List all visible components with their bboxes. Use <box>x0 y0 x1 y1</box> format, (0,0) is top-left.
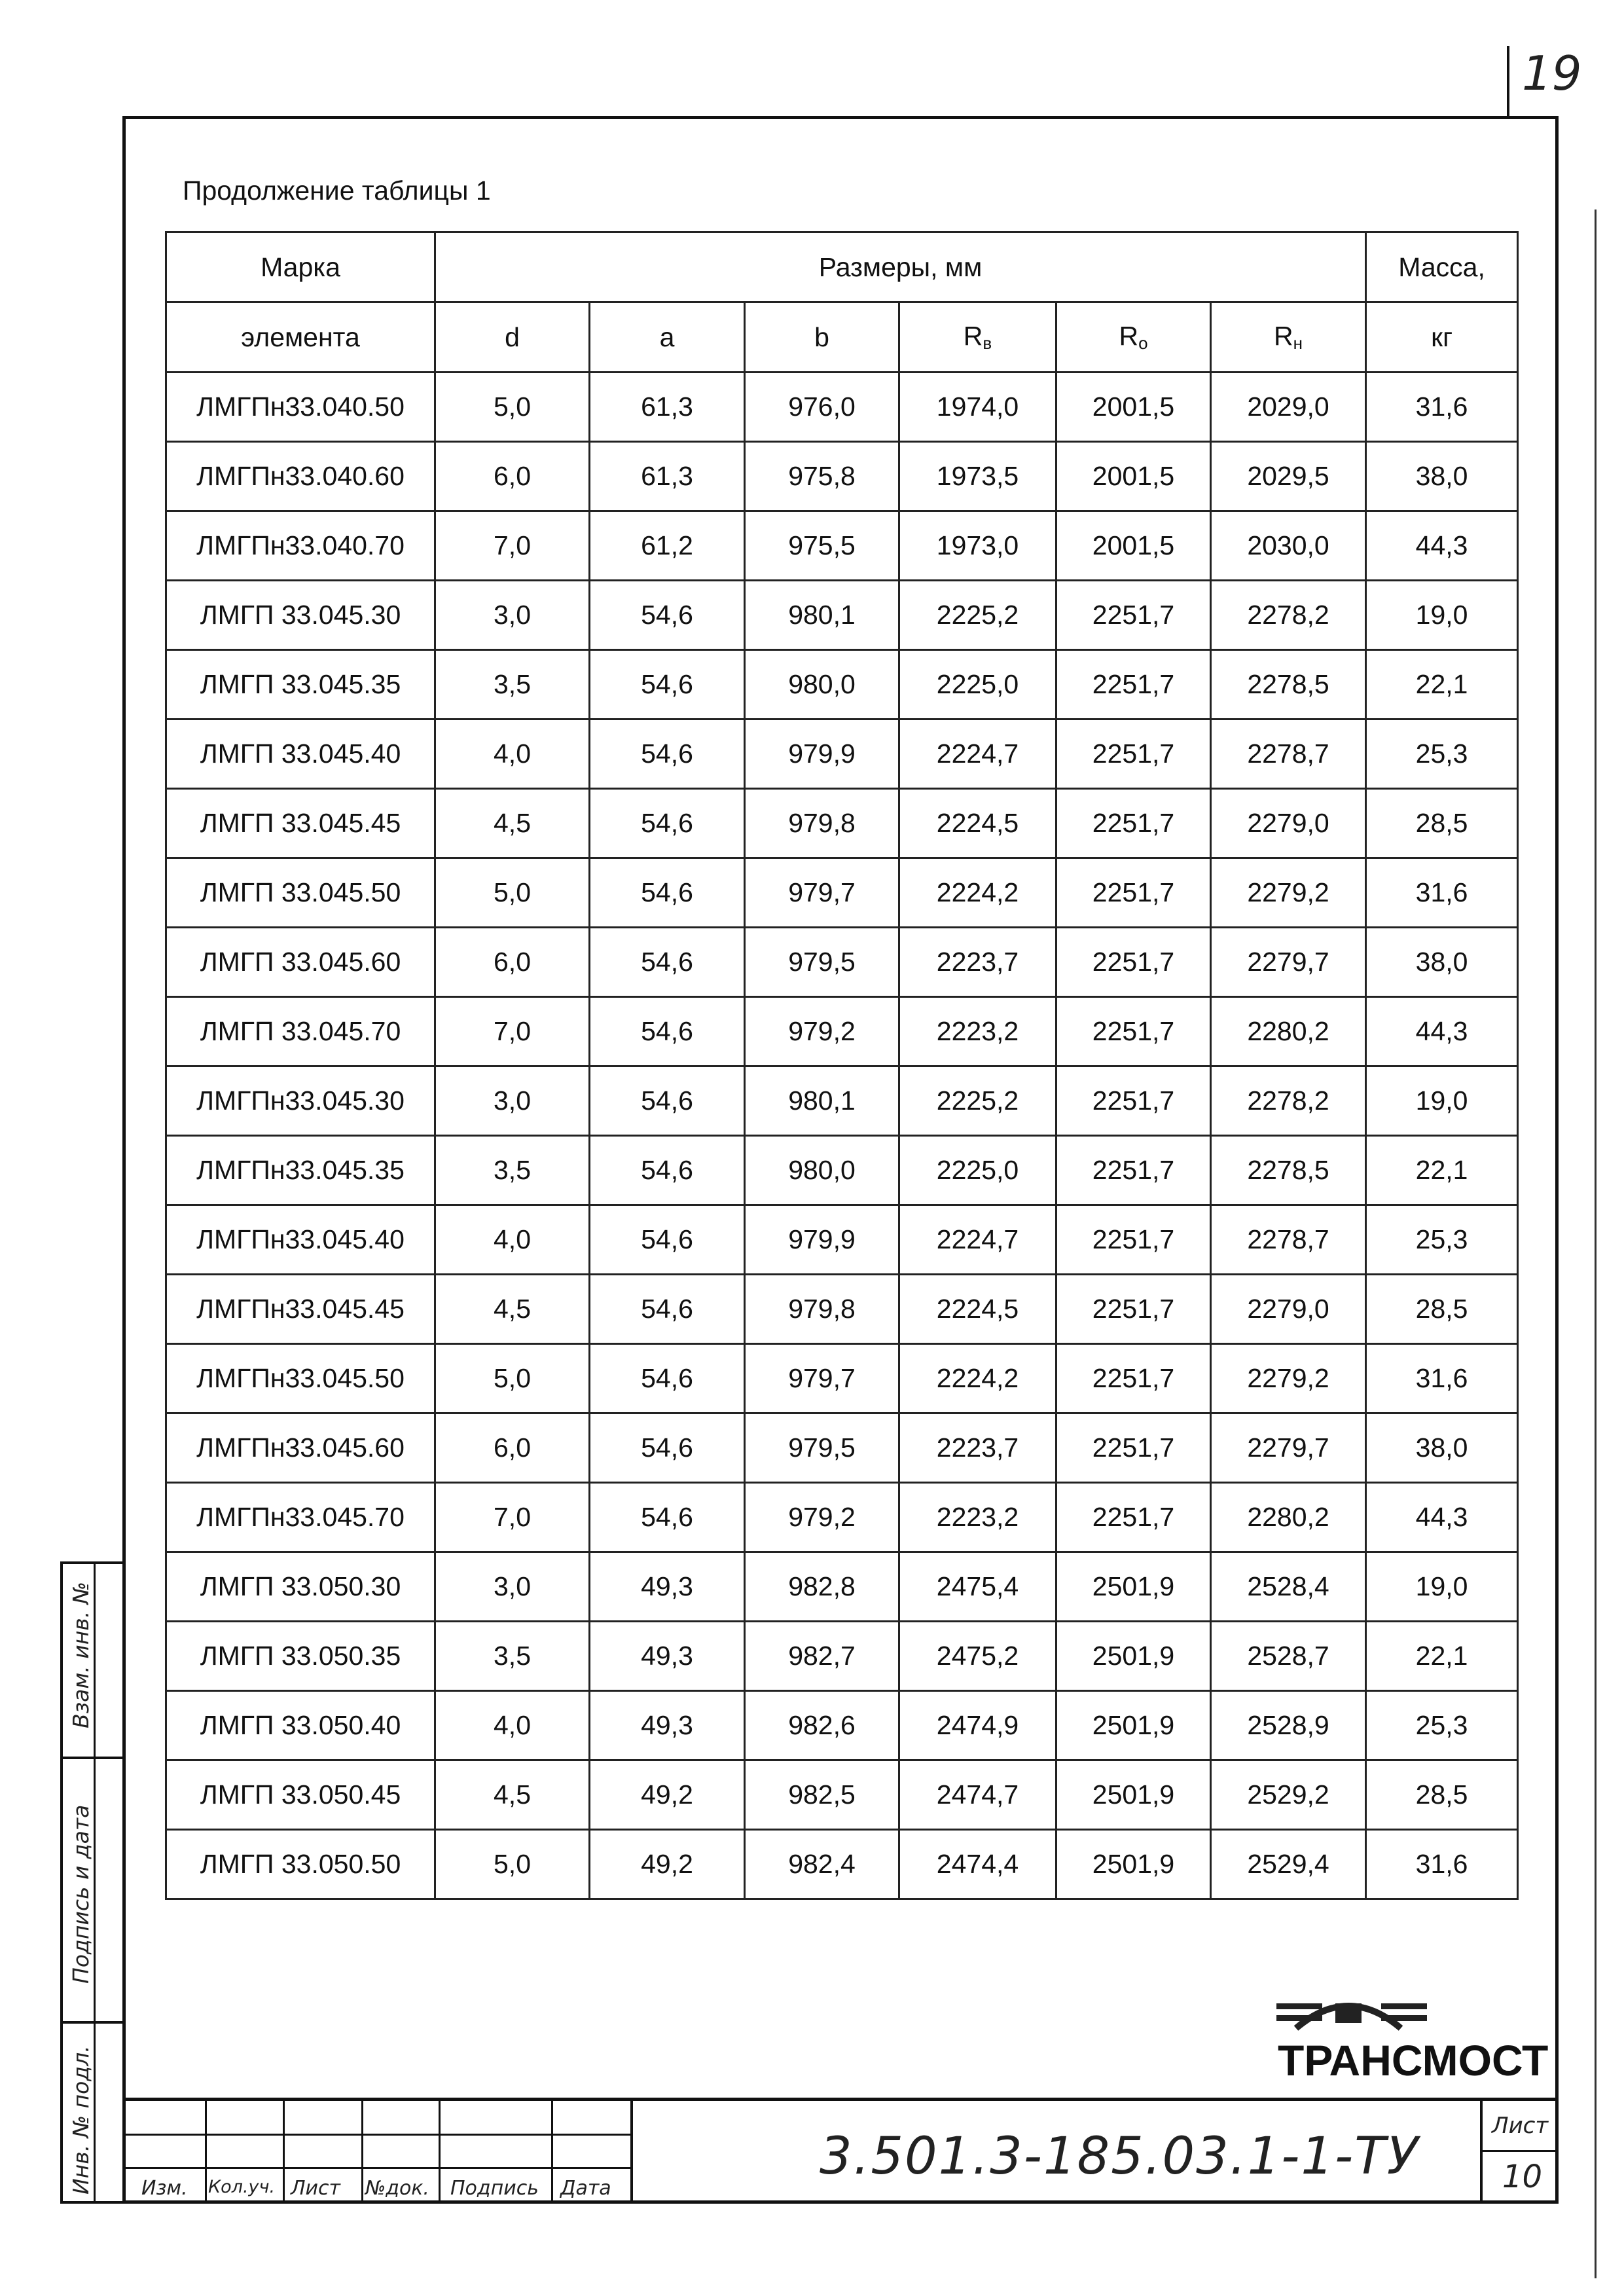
header-kg: кг <box>1366 302 1518 373</box>
table-cell: 4,0 <box>435 1691 590 1760</box>
table-row <box>166 1344 1518 1413</box>
table-cell: 3,5 <box>435 1622 590 1691</box>
table-cell: 2223,7 <box>899 928 1056 997</box>
table-cell: 54,6 <box>590 1066 745 1136</box>
table-row <box>166 1622 1518 1691</box>
label-change: Изм. <box>141 2177 188 2200</box>
table-cell: 2251,7 <box>1056 1136 1211 1205</box>
table-cell: 61,3 <box>590 373 745 442</box>
table-cell: 2474,7 <box>899 1760 1056 1830</box>
cell-element-mark: ЛМГПн33.045.35 <box>166 1136 435 1205</box>
table-cell: 54,6 <box>590 1344 745 1413</box>
table-cell: 979,8 <box>745 789 899 858</box>
table-cell: 2224,7 <box>899 720 1056 789</box>
table-row <box>166 581 1518 650</box>
table-cell: 19,0 <box>1366 1066 1518 1136</box>
table-cell: 2223,2 <box>899 997 1056 1066</box>
table-cell: 44,3 <box>1366 1483 1518 1552</box>
table-cell: 49,3 <box>590 1691 745 1760</box>
table-cell: 5,0 <box>435 1830 590 1899</box>
cell-element-mark: ЛМГП 33.050.30 <box>166 1552 435 1622</box>
table-cell: 38,0 <box>1366 442 1518 511</box>
table-cell: 6,0 <box>435 442 590 511</box>
cell-element-mark: ЛМГП 33.045.60 <box>166 928 435 997</box>
header-col-a: a <box>590 302 745 373</box>
table-cell: 49,3 <box>590 1622 745 1691</box>
table-cell: 979,9 <box>745 720 899 789</box>
table-cell: 25,3 <box>1366 1205 1518 1275</box>
table-cell: 4,5 <box>435 1275 590 1344</box>
table-cell: 6,0 <box>435 1413 590 1483</box>
table-cell: 2224,7 <box>899 1205 1056 1275</box>
title-block <box>126 2098 1555 2202</box>
side-label-signature-date: Подпись и дата <box>68 1804 94 1984</box>
table-cell: 2251,7 <box>1056 1413 1211 1483</box>
table-cell: 2278,7 <box>1211 720 1366 789</box>
table-cell: 2501,9 <box>1056 1691 1211 1760</box>
cell-element-mark: ЛМГП 33.045.30 <box>166 581 435 650</box>
table-cell: 979,2 <box>745 1483 899 1552</box>
table-cell: 2251,7 <box>1056 928 1211 997</box>
table-cell: 2251,7 <box>1056 789 1211 858</box>
table-cell: 22,1 <box>1366 1622 1518 1691</box>
table-cell: 2528,9 <box>1211 1691 1366 1760</box>
table-cell: 38,0 <box>1366 1413 1518 1483</box>
table-cell: 54,6 <box>590 789 745 858</box>
table-row <box>166 1413 1518 1483</box>
table-cell: 3,5 <box>435 1136 590 1205</box>
table-cell: 1973,5 <box>899 442 1056 511</box>
table-cell: 1973,0 <box>899 511 1056 581</box>
header-col-rn: $R_н$ <box>1211 302 1366 373</box>
header-dimensions: Размеры, мм <box>435 232 1366 302</box>
table-cell: 979,9 <box>745 1205 899 1275</box>
cell-element-mark: ЛМГПн33.040.70 <box>166 511 435 581</box>
cell-element-mark: ЛМГП 33.045.50 <box>166 858 435 928</box>
table-cell: 2029,0 <box>1211 373 1366 442</box>
table-cell: 2278,2 <box>1211 581 1366 650</box>
header-col-b: b <box>745 302 899 373</box>
table-row <box>166 1691 1518 1760</box>
table-cell: 2475,2 <box>899 1622 1056 1691</box>
table-cell: 982,7 <box>745 1622 899 1691</box>
table-cell: 2251,7 <box>1056 1344 1211 1413</box>
corner-tick <box>1507 46 1509 119</box>
cell-element-mark: ЛМГП 33.050.45 <box>166 1760 435 1830</box>
table-row <box>166 928 1518 997</box>
table-cell: 2029,5 <box>1211 442 1366 511</box>
table-cell: 2501,9 <box>1056 1830 1211 1899</box>
header-col-rv: $R_в$ <box>899 302 1056 373</box>
table-cell: 2001,5 <box>1056 373 1211 442</box>
table-cell: 3,5 <box>435 650 590 720</box>
table-cell: 2030,0 <box>1211 511 1366 581</box>
cell-element-mark: ЛМГП 33.045.45 <box>166 789 435 858</box>
table-cell: 5,0 <box>435 373 590 442</box>
table-cell: 54,6 <box>590 1136 745 1205</box>
table-cell: 980,1 <box>745 581 899 650</box>
cell-element-mark: ЛМГПн33.045.60 <box>166 1413 435 1483</box>
table-cell: 976,0 <box>745 373 899 442</box>
table-row <box>166 997 1518 1066</box>
table-cell: 2279,2 <box>1211 858 1366 928</box>
table-row <box>166 650 1518 720</box>
table-cell: 31,6 <box>1366 858 1518 928</box>
table-cell: 49,3 <box>590 1552 745 1622</box>
table-cell: 61,2 <box>590 511 745 581</box>
table-cell: 28,5 <box>1366 789 1518 858</box>
table-cell: 4,5 <box>435 1760 590 1830</box>
label-doc-number: №док. <box>365 2177 429 2200</box>
table-cell: 2224,2 <box>899 1344 1056 1413</box>
table-cell: 22,1 <box>1366 650 1518 720</box>
table-cell: 2001,5 <box>1056 442 1211 511</box>
table-cell: 19,0 <box>1366 1552 1518 1622</box>
table-cell: 982,5 <box>745 1760 899 1830</box>
table-cell: 2278,5 <box>1211 650 1366 720</box>
table-cell: 6,0 <box>435 928 590 997</box>
cell-element-mark: ЛМГП 33.045.70 <box>166 997 435 1066</box>
side-label-original-inv: Инв. № подл. <box>68 2045 94 2195</box>
table-cell: 54,6 <box>590 997 745 1066</box>
sheet-label: Лист <box>1492 2113 1549 2139</box>
table-cell: 979,2 <box>745 997 899 1066</box>
table-cell: 25,3 <box>1366 1691 1518 1760</box>
table-cell: 979,8 <box>745 1275 899 1344</box>
table-cell: 980,0 <box>745 650 899 720</box>
data-table <box>165 231 1519 1900</box>
table-cell: 3,0 <box>435 1066 590 1136</box>
sheet-number: 10 <box>1502 2159 1543 2195</box>
logo-text: ТРАНСМОСТ <box>1278 2036 1549 2085</box>
table-cell: 2528,7 <box>1211 1622 1366 1691</box>
table-cell: 44,3 <box>1366 997 1518 1066</box>
table-cell: 19,0 <box>1366 581 1518 650</box>
cell-element-mark: ЛМГПн33.045.30 <box>166 1066 435 1136</box>
table-cell: 2278,2 <box>1211 1066 1366 1136</box>
side-label-replace-inv: Взам. инв. № <box>68 1581 94 1728</box>
table-cell: 2279,7 <box>1211 1413 1366 1483</box>
table-cell: 49,2 <box>590 1760 745 1830</box>
cell-element-mark: ЛМГПн33.040.60 <box>166 442 435 511</box>
table-cell: 2225,2 <box>899 581 1056 650</box>
table-cell: 2475,4 <box>899 1552 1056 1622</box>
table-cell: 7,0 <box>435 511 590 581</box>
cell-element-mark: ЛМГП 33.045.40 <box>166 720 435 789</box>
cell-element-mark: ЛМГПн33.045.50 <box>166 1344 435 1413</box>
table-row <box>166 1205 1518 1275</box>
table-cell: 2251,7 <box>1056 1205 1211 1275</box>
table-cell: 3,0 <box>435 581 590 650</box>
table-cell: 2278,5 <box>1211 1136 1366 1205</box>
table-cell: 2224,5 <box>899 1275 1056 1344</box>
table-cell: 5,0 <box>435 1344 590 1413</box>
table-cell: 54,6 <box>590 858 745 928</box>
table-row <box>166 858 1518 928</box>
table-row <box>166 1760 1518 1830</box>
table-cell: 979,5 <box>745 928 899 997</box>
table-cell: 28,5 <box>1366 1275 1518 1344</box>
table-cell: 2474,9 <box>899 1691 1056 1760</box>
table-cell: 2529,4 <box>1211 1830 1366 1899</box>
table-cell: 2223,2 <box>899 1483 1056 1552</box>
cell-element-mark: ЛМГП 33.050.40 <box>166 1691 435 1760</box>
table-cell: 28,5 <box>1366 1760 1518 1830</box>
table-row <box>166 789 1518 858</box>
table-cell: 1974,0 <box>899 373 1056 442</box>
table-cell: 2224,2 <box>899 858 1056 928</box>
cell-element-mark: ЛМГП 33.050.50 <box>166 1830 435 1899</box>
table-cell: 61,3 <box>590 442 745 511</box>
table-cell: 2225,0 <box>899 650 1056 720</box>
table-cell: 54,6 <box>590 1483 745 1552</box>
table-cell: 2501,9 <box>1056 1622 1211 1691</box>
table-cell: 979,5 <box>745 1413 899 1483</box>
table-row <box>166 1066 1518 1136</box>
header-mass: Масса, <box>1366 232 1518 302</box>
table-cell: 2279,2 <box>1211 1344 1366 1413</box>
table-cell: 982,8 <box>745 1552 899 1622</box>
table-cell: 54,6 <box>590 1413 745 1483</box>
table-cell: 31,6 <box>1366 1830 1518 1899</box>
table-cell: 4,0 <box>435 1205 590 1275</box>
table-cell: 979,7 <box>745 858 899 928</box>
table-cell: 2251,7 <box>1056 720 1211 789</box>
table-cell: 982,6 <box>745 1691 899 1760</box>
table-cell: 982,4 <box>745 1830 899 1899</box>
table-row <box>166 1275 1518 1344</box>
table-cell: 2474,4 <box>899 1830 1056 1899</box>
table-cell: 38,0 <box>1366 928 1518 997</box>
margin-line <box>1595 210 1597 2278</box>
table-cell: 2251,7 <box>1056 858 1211 928</box>
table-cell: 2501,9 <box>1056 1552 1211 1622</box>
table-cell: 980,0 <box>745 1136 899 1205</box>
table-cell: 2529,2 <box>1211 1760 1366 1830</box>
page-number: 19 <box>1522 46 1582 101</box>
table-cell: 22,1 <box>1366 1136 1518 1205</box>
cell-element-mark: ЛМГПн33.040.50 <box>166 373 435 442</box>
table-cell: 2251,7 <box>1056 1483 1211 1552</box>
table-cell: 2528,4 <box>1211 1552 1366 1622</box>
table-cell: 2280,2 <box>1211 1483 1366 1552</box>
table-cell: 2223,7 <box>899 1413 1056 1483</box>
table-cell: 2225,2 <box>899 1066 1056 1136</box>
label-signature: Подпись <box>450 2177 539 2200</box>
table-cell: 7,0 <box>435 997 590 1066</box>
table-row <box>166 511 1518 581</box>
cell-element-mark: ЛМГПн33.045.70 <box>166 1483 435 1552</box>
table-cell: 2279,0 <box>1211 789 1366 858</box>
table-cell: 25,3 <box>1366 720 1518 789</box>
cell-element-mark: ЛМГП 33.050.35 <box>166 1622 435 1691</box>
table-cell: 54,6 <box>590 1205 745 1275</box>
table-cell: 2251,7 <box>1056 581 1211 650</box>
table-row <box>166 1483 1518 1552</box>
header-col-ro: $R_о$ <box>1056 302 1211 373</box>
table-cell: 54,6 <box>590 581 745 650</box>
table-row <box>166 442 1518 511</box>
table-cell: 2251,7 <box>1056 650 1211 720</box>
table-cell: 54,6 <box>590 928 745 997</box>
table-caption: Продолжение таблицы 1 <box>183 175 491 206</box>
table-cell: 2280,2 <box>1211 997 1366 1066</box>
table-row <box>166 720 1518 789</box>
table-row <box>166 1830 1518 1899</box>
table-cell: 54,6 <box>590 650 745 720</box>
table-cell: 54,6 <box>590 720 745 789</box>
table-cell: 3,0 <box>435 1552 590 1622</box>
cell-element-mark: ЛМГПн33.045.45 <box>166 1275 435 1344</box>
table-row <box>166 1136 1518 1205</box>
table-cell: 2251,7 <box>1056 1066 1211 1136</box>
table-cell: 31,6 <box>1366 1344 1518 1413</box>
table-cell: 2251,7 <box>1056 1275 1211 1344</box>
header-element: элемента <box>166 302 435 373</box>
table-cell: 2251,7 <box>1056 997 1211 1066</box>
table-cell: 980,1 <box>745 1066 899 1136</box>
table-cell: 5,0 <box>435 858 590 928</box>
table-cell: 2501,9 <box>1056 1760 1211 1830</box>
table-cell: 2279,7 <box>1211 928 1366 997</box>
table-cell: 975,5 <box>745 511 899 581</box>
table-cell: 979,7 <box>745 1344 899 1413</box>
table-cell: 54,6 <box>590 1275 745 1344</box>
header-mark: Марка <box>166 232 435 302</box>
table-cell: 975,8 <box>745 442 899 511</box>
cell-element-mark: ЛМГП 33.045.35 <box>166 650 435 720</box>
sheet-box <box>1480 2101 1555 2202</box>
cell-element-mark: ЛМГПн33.045.40 <box>166 1205 435 1275</box>
table-row <box>166 1552 1518 1622</box>
table-cell: 4,0 <box>435 720 590 789</box>
table-cell: 2224,5 <box>899 789 1056 858</box>
table-cell: 2225,0 <box>899 1136 1056 1205</box>
table-cell: 4,5 <box>435 789 590 858</box>
table-cell: 49,2 <box>590 1830 745 1899</box>
header-col-d: d <box>435 302 590 373</box>
label-quantity: Кол.уч. <box>208 2177 276 2197</box>
table-cell: 2278,7 <box>1211 1205 1366 1275</box>
label-date: Дата <box>560 2177 611 2200</box>
table-row <box>166 373 1518 442</box>
table-cell: 7,0 <box>435 1483 590 1552</box>
table-cell: 2279,0 <box>1211 1275 1366 1344</box>
table-cell: 31,6 <box>1366 373 1518 442</box>
transmost-logo <box>1270 1977 1558 2092</box>
label-sheet: Лист <box>291 2177 341 2200</box>
document-code: 3.501.3-185.03.1-1-ТУ <box>820 2127 1420 2186</box>
table-cell: 2001,5 <box>1056 511 1211 581</box>
table-cell: 44,3 <box>1366 511 1518 581</box>
